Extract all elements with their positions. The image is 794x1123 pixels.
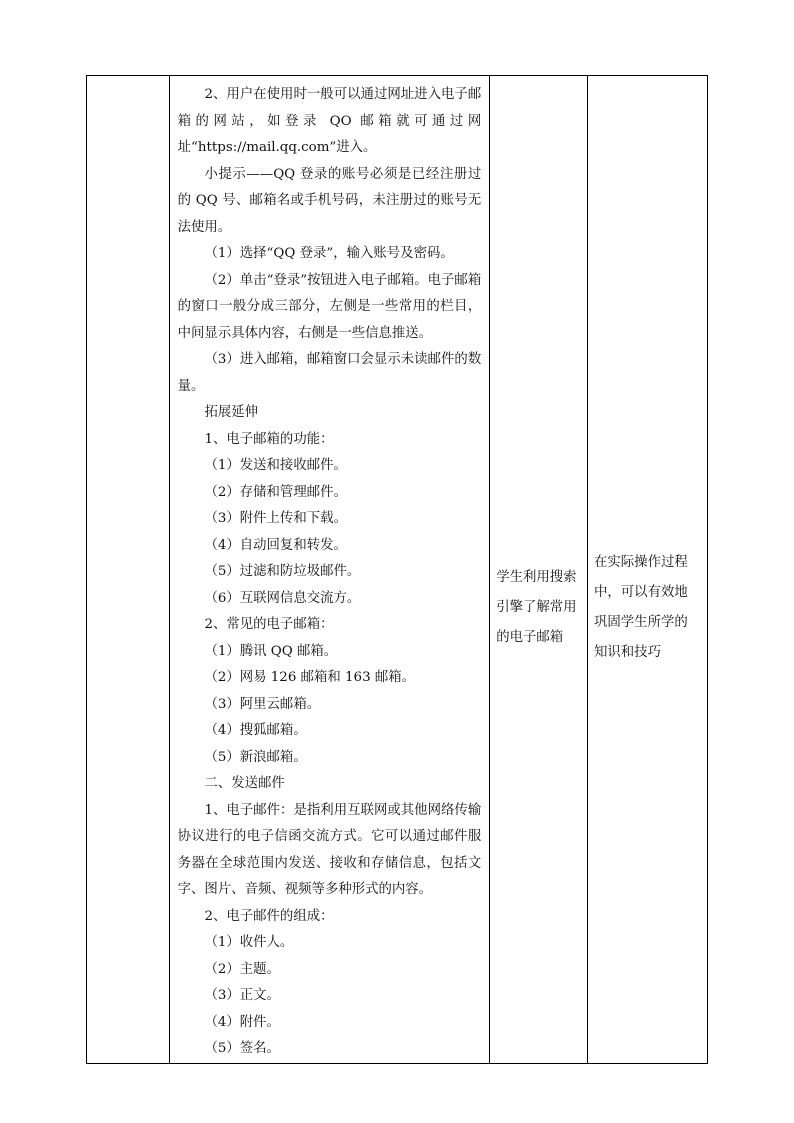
lesson-plan-table xyxy=(86,75,708,1064)
list-item: （3）阿里云邮箱。 xyxy=(204,696,321,712)
list-item: （5）签名。 xyxy=(204,1041,280,1056)
list-item: （3）附件上传和下载。 xyxy=(204,511,347,526)
section-heading: 二、发送邮件 xyxy=(204,776,285,791)
list-item: （5）过滤和防垃圾邮件。 xyxy=(204,564,361,579)
content-paragraph: 1、电子邮箱的功能： xyxy=(204,431,334,447)
student-activity-cell xyxy=(490,76,588,1064)
content-paragraph: （3）进入邮箱，邮箱窗口会显示未读邮件的数量。 xyxy=(177,352,482,394)
list-item: （4）搜狐邮箱。 xyxy=(204,723,307,738)
section-heading: 拓展延伸 xyxy=(204,405,259,420)
content-paragraph: 2、电子邮件的组成： xyxy=(204,908,334,924)
content-paragraph: 2、用户在使用时一般可以通过网址进入电子邮箱的网站，如登录 QO 邮箱就可通过网址“https://mail.qq.com”进入。 xyxy=(177,87,482,155)
list-item: （4）附件。 xyxy=(204,1014,280,1030)
teaching-content xyxy=(170,76,490,1063)
list-item: （4）自动回复和转发。 xyxy=(204,537,347,553)
content-paragraph: 2、常见的电子邮箱： xyxy=(204,617,334,632)
list-item: （2）网易 126 邮箱和 163 邮箱。 xyxy=(204,670,416,685)
content-paragraph: （2）单击“登录”按钮进入电子邮箱。电子邮箱的窗口一般分成三部分，左侧是一些常用的栏目，中间显示具体内容，右侧是一些信息推送。 xyxy=(177,272,482,341)
content-paragraph: 小提示——QQ 登录的账号必须是已经注册过的 QQ 号、邮箱名或手机号码，未注册过的账号无法使用。 xyxy=(177,166,482,235)
content-paragraph: 1、电子邮件：是指利用互联网或其他网络传输协议进行的电子信函交流方式。它可以通过邮件服务器在全球范围内发送、接收和存储信息，包括文字、图片、音频、视频等多种形式的内容。 xyxy=(177,802,482,897)
list-item: （3）正文。 xyxy=(204,988,280,1003)
list-item: （1）腾讯 QQ 邮箱。 xyxy=(204,643,338,659)
list-item: （1）发送和接收邮件。 xyxy=(204,458,347,473)
list-item: （6）互联网信息交流方。 xyxy=(204,590,361,606)
stage-cell xyxy=(87,76,170,1064)
design-intent-cell xyxy=(588,76,708,1064)
list-item: （5）新浪邮箱。 xyxy=(204,749,307,765)
student-activity-text: 学生利用搜索引擎了解常用的电子邮箱 xyxy=(496,570,577,646)
design-intent-text: 在实际操作过程中，可以有效地巩固学生所学的知识和技巧 xyxy=(594,555,688,661)
teaching-content-cell xyxy=(169,76,490,1064)
list-item: （2）存储和管理邮件。 xyxy=(204,484,347,500)
list-item: （1）收件人。 xyxy=(204,935,294,950)
table-row xyxy=(87,76,708,1064)
list-item: （2）主题。 xyxy=(204,961,280,977)
content-paragraph: （1）选择“QQ 登录”，输入账号及密码。 xyxy=(204,246,454,261)
